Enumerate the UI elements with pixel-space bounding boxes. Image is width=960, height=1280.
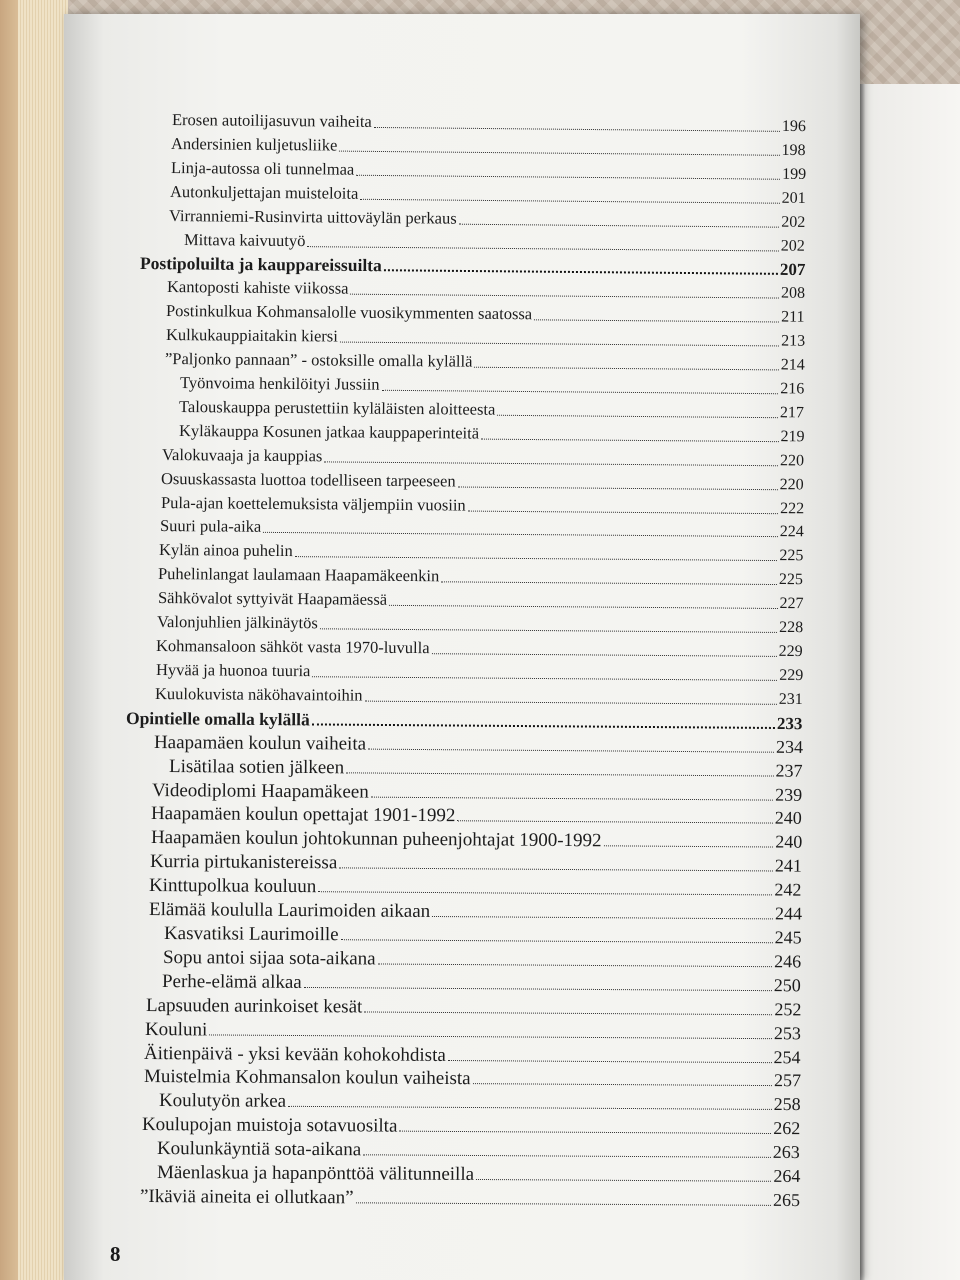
toc-entry-page: 263 xyxy=(773,1142,801,1163)
dot-leader xyxy=(364,1153,772,1158)
toc-entry-page: 234 xyxy=(775,736,803,757)
toc-entry xyxy=(151,803,802,829)
toc-entry-page: 202 xyxy=(781,237,806,255)
toc-entry-page: 211 xyxy=(781,308,805,327)
toc-entry-page: 233 xyxy=(777,713,803,733)
toc-entry-title: Opintielle omalla kylällä xyxy=(126,707,311,730)
toc-entry-title: Mäenlaskua ja hapanpönttöä välitunneilla xyxy=(156,1162,474,1186)
dot-leader xyxy=(312,675,777,681)
toc-entry-page: 240 xyxy=(775,808,803,829)
dot-leader xyxy=(364,1010,772,1015)
toc-entry-title: Lapsuuden aurinkoiset kesät xyxy=(145,994,363,1018)
toc-entry-page: 198 xyxy=(781,141,806,159)
toc-entry xyxy=(169,206,805,233)
dot-leader xyxy=(432,652,777,657)
toc-entry-title: Lisätilaa sotien jälkeen xyxy=(168,755,345,778)
toc-entry-title: Valonjuhlien jälkinäytös xyxy=(156,612,319,633)
toc-entry-page: 196 xyxy=(781,117,807,136)
toc-entry-title: Elämää koululla Laurimoiden aikaan xyxy=(148,899,430,923)
dot-leader xyxy=(368,747,774,752)
dot-leader xyxy=(320,627,777,633)
toc-entry-page: 207 xyxy=(779,260,806,280)
toc-entry xyxy=(161,493,804,519)
toc-entry-title: Kohmansaloon sähköt vasta 1970-luvulla xyxy=(156,636,431,658)
dot-leader xyxy=(400,1130,772,1134)
toc-entry xyxy=(159,540,804,566)
toc-entry xyxy=(140,253,806,280)
dot-leader xyxy=(374,126,780,132)
dot-leader xyxy=(383,269,777,276)
toc-entry-page: 201 xyxy=(781,189,806,207)
toc-entry-page: 257 xyxy=(773,1070,801,1091)
toc-entry-title: Pula-ajan koettelemuksista väljempiin vuosiin xyxy=(160,492,466,515)
toc-entry-title: Kylän ainoa puhelin xyxy=(159,540,294,561)
toc-entry-title: Koulutyön arkea xyxy=(158,1090,287,1113)
toc-entry-title: Perhe-elämä alkaa xyxy=(162,970,303,993)
dot-leader xyxy=(263,531,778,537)
toc-entry-page: 264 xyxy=(773,1165,801,1187)
toc-entry-page: 254 xyxy=(773,1046,801,1067)
toc-entry-page: 227 xyxy=(779,595,804,613)
toc-entry xyxy=(155,684,803,710)
toc-entry xyxy=(164,923,802,948)
dot-leader xyxy=(350,293,779,299)
toc-entry xyxy=(170,158,805,185)
toc-entry-title: Linja-autossa oli tunnelmaa xyxy=(170,157,354,179)
toc-entry-title: Erosen autoilijasuvun vaiheita xyxy=(171,110,372,131)
toc-entry xyxy=(179,421,805,447)
toc-entry-page: 242 xyxy=(774,879,802,900)
toc-entry-page: 208 xyxy=(780,284,806,303)
dot-leader xyxy=(346,771,773,776)
toc-entry-title: Postinkulkua Kohmansalolle vuosikymmenten saatossa xyxy=(166,301,533,324)
toc-entry xyxy=(144,1043,801,1068)
toc-entry-title: Koulunkäyntiä sota-aikana xyxy=(157,1138,362,1161)
toc-entry xyxy=(170,182,806,209)
toc-entry-page: 250 xyxy=(774,974,802,996)
dot-leader xyxy=(308,245,779,251)
toc-entry-title: ”Ikäviä aineita ei ollutkaan” xyxy=(139,1186,354,1209)
dot-leader xyxy=(481,437,778,442)
toc-entry-page: 237 xyxy=(775,760,803,781)
toc-entry-title: Työnvoima henkilöityi Jussiin xyxy=(180,373,380,394)
toc-entry xyxy=(126,708,803,734)
dot-leader xyxy=(295,556,778,562)
toc-entry xyxy=(162,445,804,471)
dot-leader xyxy=(371,795,773,800)
toc-entry-page: 219 xyxy=(780,428,805,446)
dot-leader xyxy=(458,820,773,824)
toc-entry-page: 229 xyxy=(778,666,803,685)
toc-entry xyxy=(152,780,802,806)
toc-entry xyxy=(157,612,803,638)
toc-entry-page: 229 xyxy=(778,642,804,661)
toc-entry-title: ”Paljonko pannaan” - ostoksille omalla kylällä xyxy=(164,349,473,371)
toc-entry xyxy=(159,1090,801,1115)
toc-entry xyxy=(149,875,802,901)
toc-entry-page: 225 xyxy=(779,571,804,589)
dot-leader xyxy=(498,414,779,418)
toc-entry-page: 216 xyxy=(780,380,805,398)
toc-entry-page: 253 xyxy=(773,1022,801,1043)
toc-entry-page: 220 xyxy=(780,452,805,470)
toc-entry xyxy=(163,947,801,972)
dot-leader xyxy=(534,319,779,323)
toc-entry xyxy=(157,1138,800,1163)
toc-entry-title: Autonkuljettajan muisteloita xyxy=(169,181,359,203)
toc-entry-title: Kouluni xyxy=(144,1018,208,1041)
toc-entry xyxy=(145,1019,801,1044)
toc-entry-title: Puhelinlangat laulamaan Haapamäkeenkin xyxy=(158,564,440,586)
toc-entry-page: 244 xyxy=(774,903,802,924)
toc-entry-title: Haapamäen koulun vaiheita xyxy=(153,731,366,755)
book-page xyxy=(64,14,860,1280)
toc-entry-page: 220 xyxy=(779,475,805,494)
toc-entry-title: Videodiplomi Haapamäkeen xyxy=(152,779,369,803)
toc-entry-title: Kurria pirtukanistereissa xyxy=(149,851,338,874)
toc-entry-page: 262 xyxy=(773,1118,801,1139)
toc-entry xyxy=(162,971,801,996)
toc-entry-title: Osuuskassasta luottoa todelliseen tarpeeseen xyxy=(161,468,457,491)
dot-leader xyxy=(340,938,772,943)
toc-entry xyxy=(151,827,802,853)
dot-leader xyxy=(324,460,778,466)
dot-leader xyxy=(319,890,773,895)
toc-entry xyxy=(146,995,802,1020)
dot-leader xyxy=(304,986,772,991)
toc-entry-page: 228 xyxy=(779,619,804,637)
toc-entry-page: 240 xyxy=(774,831,803,853)
toc-entry-title: Hyvää ja huonoa tuuria xyxy=(155,659,311,681)
toc-entry xyxy=(179,397,804,423)
dot-leader xyxy=(442,581,778,586)
toc-entry-page: 222 xyxy=(779,499,804,517)
toc-entry-title: Andersinien kuljetusliike xyxy=(171,133,338,155)
toc-entry xyxy=(158,588,804,614)
toc-entry-title: Postipoluilta ja kauppareissuilta xyxy=(139,253,382,276)
page-number: 8 xyxy=(110,1242,121,1266)
toc-entry-page: 225 xyxy=(779,547,804,565)
toc-entry xyxy=(172,110,806,137)
dot-leader xyxy=(448,1059,772,1063)
toc-entry-title: Valokuvaaja ja kauppias xyxy=(161,444,323,466)
toc-entry xyxy=(150,851,802,877)
dot-leader xyxy=(472,1083,771,1087)
dot-leader xyxy=(458,485,778,490)
toc-entry-title: Kinttupolkua kouluun xyxy=(149,875,317,898)
dot-leader xyxy=(364,699,776,704)
toc-entry-title: Äitienpäivä - yksi kevään kohokohdista xyxy=(144,1042,447,1066)
dot-leader xyxy=(356,174,780,180)
toc-entry-page: 246 xyxy=(774,951,802,972)
toc-entry-title: Kuulokuvista näköhavaintoihin xyxy=(154,683,363,705)
toc-entry-title: Kasvatiksi Laurimoille xyxy=(163,922,339,946)
dot-leader xyxy=(339,341,778,347)
toc-entry xyxy=(160,516,804,542)
toc-entry-title: Muistelmia Kohmansalon koulun vaiheista xyxy=(143,1066,471,1090)
toc-entry-page: 213 xyxy=(780,332,805,350)
toc-entry-title: Talouskauppa perustettiin kyläläisten aloitteesta xyxy=(179,396,496,419)
dot-leader xyxy=(340,150,780,156)
next-page xyxy=(850,84,960,1280)
dot-leader xyxy=(339,867,773,872)
toc-entry-page: 214 xyxy=(780,356,805,374)
dot-leader xyxy=(459,222,780,227)
toc-entry-page: 231 xyxy=(778,690,803,708)
toc-entry xyxy=(184,230,805,257)
toc-entry xyxy=(148,899,801,925)
toc-entry xyxy=(156,660,803,686)
book-pages-edge xyxy=(18,0,68,1280)
toc-entry xyxy=(161,469,804,495)
toc-entry-page: 202 xyxy=(781,213,806,231)
dot-leader xyxy=(603,845,773,848)
toc-entry xyxy=(180,373,805,399)
toc-entry-title: Virranniemi-Rusinvirta uittoväylän perkaus xyxy=(169,205,457,228)
dot-leader xyxy=(360,198,779,204)
toc-entry-page: 199 xyxy=(781,165,806,183)
dot-leader xyxy=(209,1033,772,1039)
toc-entry-title: Koulupojan muistoja sotavuosilta xyxy=(142,1114,398,1137)
dot-leader xyxy=(474,366,778,371)
toc-entry-title: Sähkövalot syttyivät Haapamäessä xyxy=(157,588,387,610)
dot-leader xyxy=(467,509,778,514)
toc-entry-title: Kyläkauppa Kosunen jatkaa kauppaperinteitä xyxy=(178,420,479,443)
toc-entry xyxy=(165,349,805,376)
dot-leader xyxy=(288,1105,772,1110)
toc-entry-page: 252 xyxy=(773,998,802,1020)
dot-leader xyxy=(312,722,775,729)
dot-leader xyxy=(389,604,777,609)
toc-entry xyxy=(142,1114,800,1139)
toc-entry-page: 239 xyxy=(775,784,803,805)
toc-entry-title: Sopu antoi sijaa sota-aikana xyxy=(163,946,376,970)
dot-leader xyxy=(476,1178,771,1182)
toc-entry-title: Haapamäen koulun opettajat 1901-1992 xyxy=(151,803,456,827)
toc-entry-page: 241 xyxy=(774,855,802,876)
toc-entry-title: Haapamäen koulun johtokunnan puheenjohtajat 1900-1992 xyxy=(150,827,602,852)
toc-entry xyxy=(171,134,806,161)
toc-entry xyxy=(167,277,805,304)
toc-entry-page: 265 xyxy=(772,1189,801,1211)
toc-entry xyxy=(156,636,803,662)
toc-entry-title: Kantoposti kahiste viikossa xyxy=(166,277,349,299)
toc-entry xyxy=(157,1162,801,1187)
toc-entry xyxy=(166,301,805,328)
toc-entry xyxy=(140,1186,800,1211)
table-of-contents xyxy=(64,14,860,1280)
toc-entry-title: Mittava kaivuutyö xyxy=(184,229,306,250)
toc-entry xyxy=(169,756,803,782)
toc-entry xyxy=(166,325,805,352)
toc-entry-title: Suuri pula-aika xyxy=(159,516,262,537)
toc-entry xyxy=(143,1066,800,1091)
toc-entry-page: 245 xyxy=(774,927,802,948)
toc-entry-page: 224 xyxy=(779,523,804,541)
dot-leader xyxy=(378,962,773,967)
toc-entry xyxy=(158,564,803,590)
dot-leader xyxy=(382,389,779,394)
toc-entry-title: Kulkukauppiaitakin kiersi xyxy=(165,325,338,346)
toc-entry xyxy=(153,732,802,758)
dot-leader xyxy=(356,1201,771,1206)
toc-entry-page: 217 xyxy=(780,404,805,422)
toc-entry-page: 258 xyxy=(773,1094,801,1115)
dot-leader xyxy=(432,915,773,919)
